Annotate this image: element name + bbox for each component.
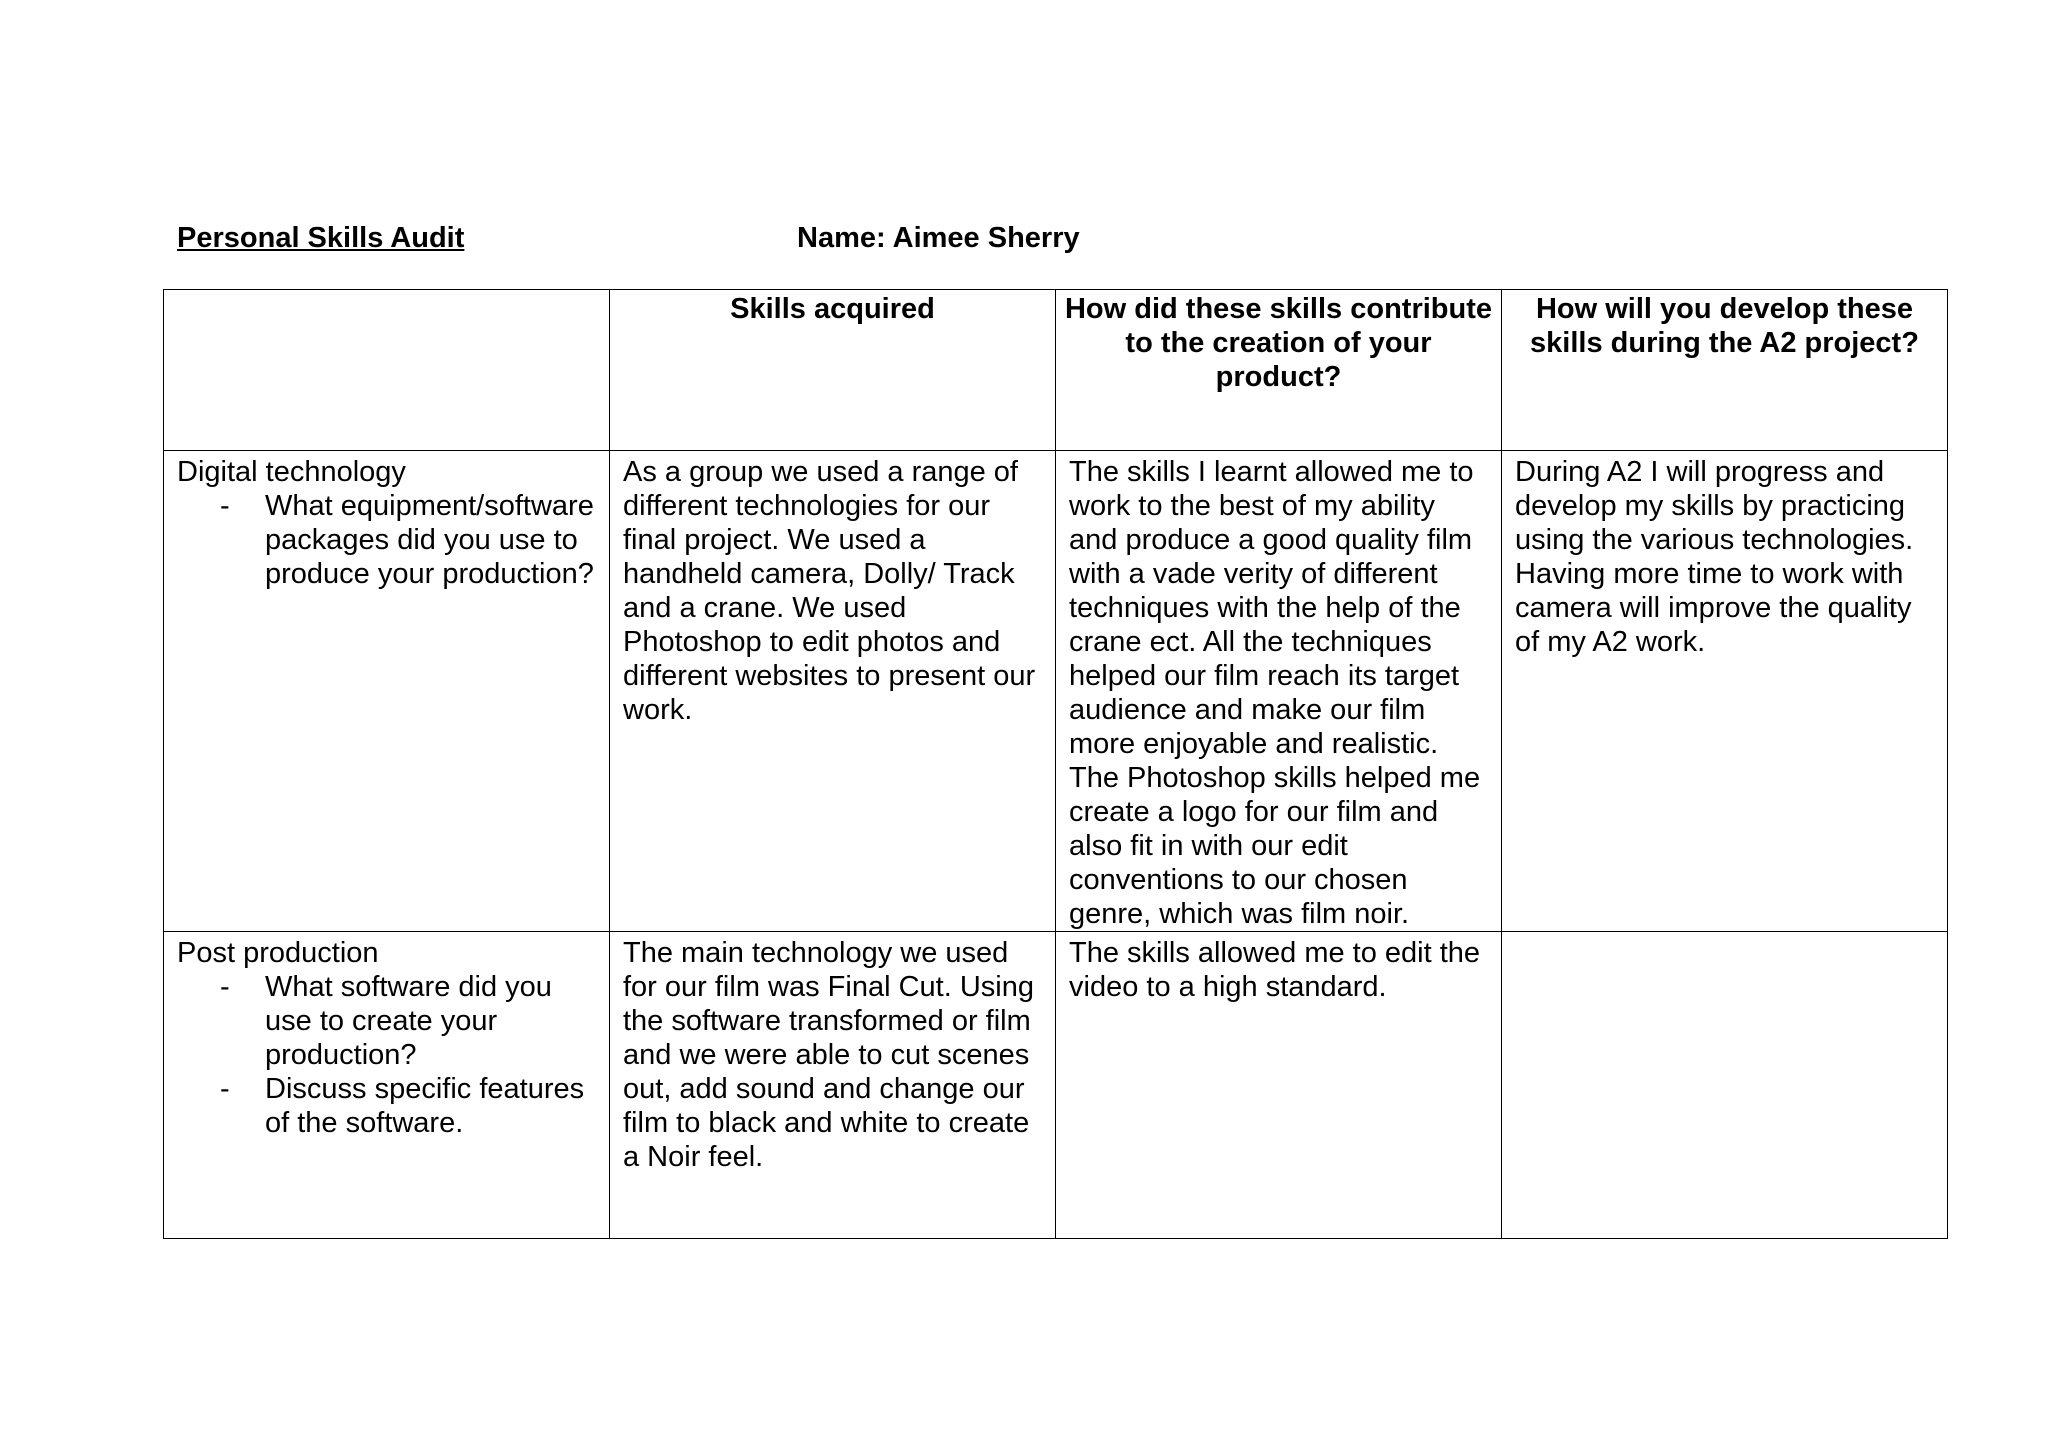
skills-acquired-cell: As a group we used a range of different technologies for our final project. We used a handheld camera, Dolly/ Track and a crane. We used Photoshop to edit photos and different websites to present our work. xyxy=(610,451,1056,932)
contribution-cell: The skills I learnt allowed me to work to the best of my ability and produce a good quality film with a vade verity of different techniques with the help of the crane ect. All the techniques helped our film reach its target audience and make our film more enjoyable and realistic. The Photoshop skills helped me create a logo for our film and also fit in with our edit conventions to our chosen genre, which was film noir. xyxy=(1056,451,1502,932)
prompt-text: Discuss specific features of the software. xyxy=(265,1073,585,1139)
table-header-row xyxy=(164,290,1948,451)
header-cell-skills-acquired: Skills acquired xyxy=(610,290,1056,451)
student-name: Name: Aimee Sherry xyxy=(797,222,1080,254)
dash-bullet: - xyxy=(220,1073,230,1105)
development-cell: During A2 I will progress and develop my skills by practicing using the various technologies. Having more time to work with camera will improve the quality of my A2 work. xyxy=(1502,451,1948,932)
prompt-item xyxy=(220,489,597,591)
skills-audit-table xyxy=(163,289,1948,1239)
prompt-item xyxy=(220,1072,597,1140)
prompt-text: What software did you use to create your production? xyxy=(265,971,552,1071)
contribution-cell: The skills allowed me to edit the video to a high standard. xyxy=(1056,932,1502,1239)
skills-acquired-cell: The main technology we used for our film was Final Cut. Using the software transformed or film and we were able to cut scenes out, add sound and change our film to black and white to create a Noir feel. xyxy=(610,932,1056,1239)
header-cell-category xyxy=(164,290,610,451)
prompt-item xyxy=(220,970,597,1072)
prompt-list xyxy=(177,489,597,591)
header-cell-development: How will you develop these skills during the A2 project? xyxy=(1502,290,1948,451)
table-row xyxy=(164,932,1948,1239)
development-cell xyxy=(1502,932,1948,1239)
row-title: Digital technology xyxy=(177,456,406,488)
dash-bullet: - xyxy=(220,490,230,522)
dash-bullet: - xyxy=(220,971,230,1003)
document-title: Personal Skills Audit xyxy=(177,222,465,254)
row-category-cell xyxy=(164,451,610,932)
header-cell-contribution: How did these skills contribute to the creation of your product? xyxy=(1056,290,1502,451)
table-row xyxy=(164,451,1948,932)
prompt-list xyxy=(177,970,597,1140)
prompt-text: What equipment/software packages did you use to produce your production? xyxy=(265,490,594,590)
row-category-cell xyxy=(164,932,610,1239)
row-title: Post production xyxy=(177,937,379,969)
